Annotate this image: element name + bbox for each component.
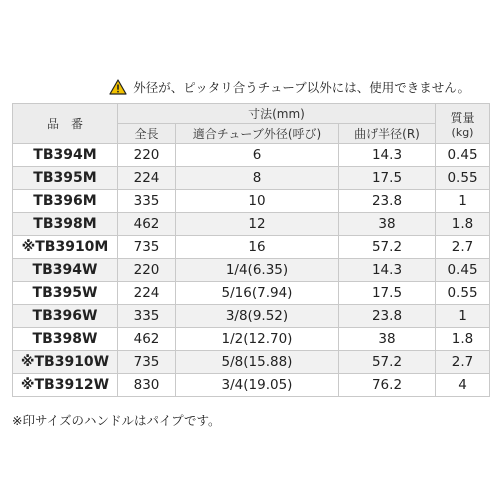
cell-tube-od: 5/16(7.94) (176, 282, 339, 305)
cell-mass: 1.8 (436, 328, 490, 351)
cell-mass: 1.8 (436, 213, 490, 236)
cell-mass: 0.55 (436, 167, 490, 190)
warning-note (109, 78, 470, 96)
warning-text: 外径が、ピッタリ合うチューブ以外には、使用できません。 (133, 80, 470, 95)
table-row (13, 328, 490, 351)
spec-table (12, 103, 490, 397)
cell-tube-od: 6 (176, 144, 339, 167)
cell-tube-od: 1/2(12.70) (176, 328, 339, 351)
cell-total-length: 335 (118, 190, 176, 213)
cell-total-length: 224 (118, 167, 176, 190)
table-row (13, 374, 490, 397)
cell-total-length: 735 (118, 236, 176, 259)
cell-model: TB394M (13, 144, 118, 167)
cell-model: TB396W (13, 305, 118, 328)
cell-total-length: 220 (118, 259, 176, 282)
cell-bend-radius: 57.2 (339, 236, 436, 259)
cell-total-length: 735 (118, 351, 176, 374)
cell-model: ※TB3910W (13, 351, 118, 374)
cell-bend-radius: 14.3 (339, 259, 436, 282)
footnote: ※印サイズのハンドルはパイプです。 (12, 413, 221, 428)
cell-tube-od: 16 (176, 236, 339, 259)
cell-bend-radius: 38 (339, 213, 436, 236)
table-row (13, 282, 490, 305)
header-dimensions: 寸法(mm) (118, 104, 436, 124)
cell-mass: 4 (436, 374, 490, 397)
cell-model: ※TB3910M (13, 236, 118, 259)
cell-tube-od: 3/8(9.52) (176, 305, 339, 328)
cell-bend-radius: 38 (339, 328, 436, 351)
cell-total-length: 220 (118, 144, 176, 167)
cell-model: TB395M (13, 167, 118, 190)
cell-mass: 2.7 (436, 351, 490, 374)
cell-total-length: 462 (118, 213, 176, 236)
cell-mass: 1 (436, 190, 490, 213)
cell-bend-radius: 14.3 (339, 144, 436, 167)
warning-triangle-icon (109, 79, 127, 95)
cell-total-length: 830 (118, 374, 176, 397)
cell-mass: 2.7 (436, 236, 490, 259)
cell-model: TB398M (13, 213, 118, 236)
cell-mass: 0.55 (436, 282, 490, 305)
cell-bend-radius: 17.5 (339, 282, 436, 305)
cell-model: TB394W (13, 259, 118, 282)
cell-tube-od: 5/8(15.88) (176, 351, 339, 374)
cell-tube-od: 10 (176, 190, 339, 213)
cell-mass: 0.45 (436, 144, 490, 167)
table-row (13, 351, 490, 374)
table-row (13, 259, 490, 282)
table-row (13, 305, 490, 328)
table-body (13, 144, 490, 397)
header-mass-unit: (kg) (451, 125, 474, 139)
cell-model: TB398W (13, 328, 118, 351)
cell-tube-od: 12 (176, 213, 339, 236)
cell-mass: 1 (436, 305, 490, 328)
table-row (13, 236, 490, 259)
table-row (13, 213, 490, 236)
header-total-length: 全長 (118, 124, 176, 144)
header-model: 品 番 (13, 104, 118, 144)
cell-tube-od: 1/4(6.35) (176, 259, 339, 282)
cell-total-length: 224 (118, 282, 176, 305)
header-mass (436, 104, 490, 144)
cell-total-length: 462 (118, 328, 176, 351)
cell-model: TB395W (13, 282, 118, 305)
cell-model: TB396M (13, 190, 118, 213)
cell-bend-radius: 23.8 (339, 190, 436, 213)
cell-mass: 0.45 (436, 259, 490, 282)
cell-bend-radius: 17.5 (339, 167, 436, 190)
table-row (13, 190, 490, 213)
cell-bend-radius: 23.8 (339, 305, 436, 328)
cell-bend-radius: 76.2 (339, 374, 436, 397)
cell-tube-od: 3/4(19.05) (176, 374, 339, 397)
header-bend-radius: 曲げ半径(R) (339, 124, 436, 144)
cell-tube-od: 8 (176, 167, 339, 190)
table-row (13, 144, 490, 167)
table-row (13, 167, 490, 190)
cell-bend-radius: 57.2 (339, 351, 436, 374)
cell-model: ※TB3912W (13, 374, 118, 397)
cell-total-length: 335 (118, 305, 176, 328)
header-tube-od: 適合チューブ外径(呼び) (176, 124, 339, 144)
header-mass-label: 質量 (450, 110, 475, 125)
